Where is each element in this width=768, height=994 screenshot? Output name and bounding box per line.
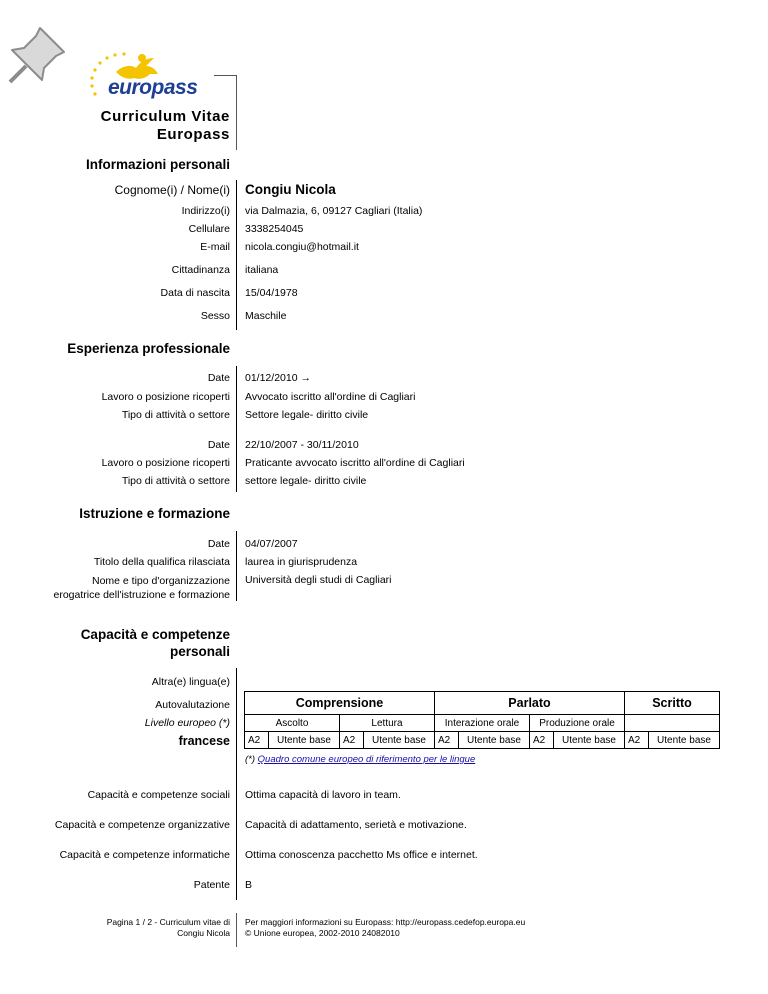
email-value: nicola.congiu@hotmail.it [245,241,359,253]
european-level-label: Livello europeo (*) [144,717,230,729]
mobile-value: 3338254045 [245,223,304,235]
license-value: B [245,879,253,891]
cv-title-line2: Europass [156,126,230,143]
production-level-desc: Utente base [554,732,625,749]
address-value: via Dalmazia, 6, 09127 Cagliari (Italia) [245,205,423,217]
nationality-value: italiana [245,264,279,276]
interaction-level-code: A2 [435,732,459,749]
self-assessment-label: Autovalutazione [155,699,230,711]
mobile-label: Cellulare [188,223,230,235]
sex-value: Maschile [245,310,287,322]
edu-date-label: Date [207,538,230,550]
language-name: francese [178,734,230,748]
computer-label: Capacità e competenze informatiche [59,849,230,861]
language-table [244,691,720,749]
footer-info-line2: © Unione europea, 2002-2010 24082010 [245,928,400,938]
cefr-link[interactable]: Quadro comune europeo di riferimento per le lingue [257,754,476,765]
edu-org-label-line1: Nome e tipo d'organizzazione [91,575,230,587]
footer-europass-info [245,917,525,939]
footer-page-line2: Congiu Nicola [177,928,230,938]
listening-level-desc: Utente base [269,732,340,749]
production-label: Produzione orale [530,715,625,732]
cv-title-line1: Curriculum Vitae [100,108,230,125]
edu-org-label-line2: erogatrice dell'istruzione e formazione [53,589,230,601]
social-label: Capacità e competenze sociali [87,789,230,801]
exp1-date-value: 01/12/2010 → [245,372,311,384]
license-label: Patente [193,879,230,891]
writing-level-desc: Utente base [649,732,720,749]
edu-org-value: Università degli studi di Cagliari [245,574,392,586]
pin-icon [4,22,70,88]
logo-text: europass [108,76,198,99]
edu-org-label [53,574,230,602]
exp1-position-value: Avvocato iscritto all'ordine di Cagliari [245,391,416,403]
email-label: E-mail [200,241,230,253]
address-label: Indirizzo(i) [181,205,230,217]
production-level-code: A2 [530,732,554,749]
skills-section-title [81,626,230,660]
sex-label: Sesso [200,310,230,322]
education-divider [236,531,237,601]
skills-title-line2: personali [169,644,230,659]
exp1-sector-value: Settore legale- diritto civile [245,409,369,421]
writing-sub-label [625,715,720,732]
birth-value: 15/04/1978 [245,287,298,299]
skills-title-line1: Capacità e competenze [80,627,230,642]
listening-label: Ascolto [245,715,340,732]
reading-level-code: A2 [340,732,364,749]
listening-level-code: A2 [245,732,269,749]
reading-level-desc: Utente base [364,732,435,749]
footer-page-info [107,917,230,939]
personal-section-title: Informazioni personali [85,157,230,172]
edu-date-value: 04/07/2007 [245,538,298,550]
writing-level-code: A2 [625,732,649,749]
organizational-value: Capacità di adattamento, serietà e motivazione. [245,819,467,831]
exp2-date-value: 22/10/2007 - 30/11/2010 [245,439,359,451]
footer-divider [236,913,237,947]
footer-page-line1: Pagina 1 / 2 - Curriculum vitae di [106,917,230,927]
other-lang-label: Altra(e) lingua(e) [151,676,230,688]
edu-title-label: Titolo della qualifica rilasciata [93,556,230,568]
organizational-label: Capacità e competenze organizzative [54,819,230,831]
exp2-sector-value: settore legale- diritto civile [245,475,367,487]
europass-logo [86,44,236,104]
footnote-prefix: (*) [245,754,256,765]
cv-title [101,108,230,144]
header-divider [236,75,237,150]
exp2-position-label: Lavoro o posizione ricoperti [101,457,230,469]
interaction-label: Interazione orale [435,715,530,732]
footer-info-line1: Per maggiori informazioni su Europass: http://europass.cedefop.europa.eu [245,917,526,927]
experience-section-title: Esperienza professionale [67,341,230,356]
skills-divider [236,668,237,900]
comprehension-header: Comprensione [245,692,435,715]
experience-divider [236,366,237,492]
interaction-level-desc: Utente base [459,732,530,749]
exp2-sector-label: Tipo di attività o settore [121,475,230,487]
exp1-position-label: Lavoro o posizione ricoperti [101,391,230,403]
education-section-title: Istruzione e formazione [79,506,230,521]
birth-label: Data di nascita [160,287,230,299]
exp2-position-value: Praticante avvocato iscritto all'ordine di Cagliari [245,457,465,469]
computer-value: Ottima conoscenza pacchetto Ms office e internet. [245,849,478,861]
cefr-footnote [245,754,475,765]
edu-title-value: laurea in giurisprudenza [245,556,358,568]
social-value: Ottima capacità di lavoro in team. [245,789,401,801]
speaking-header: Parlato [435,692,625,715]
reading-label: Lettura [340,715,435,732]
exp1-date-label: Date [207,372,230,384]
exp1-sector-label: Tipo di attività o settore [121,409,230,421]
name-label: Cognome(i) / Nome(i) [114,183,230,197]
nationality-label: Cittadinanza [171,264,230,276]
name-value: Congiu Nicola [245,182,336,197]
personal-divider [236,180,237,330]
exp2-date-label: Date [207,439,230,451]
header-bracket [214,75,236,76]
writing-header: Scritto [625,692,720,715]
